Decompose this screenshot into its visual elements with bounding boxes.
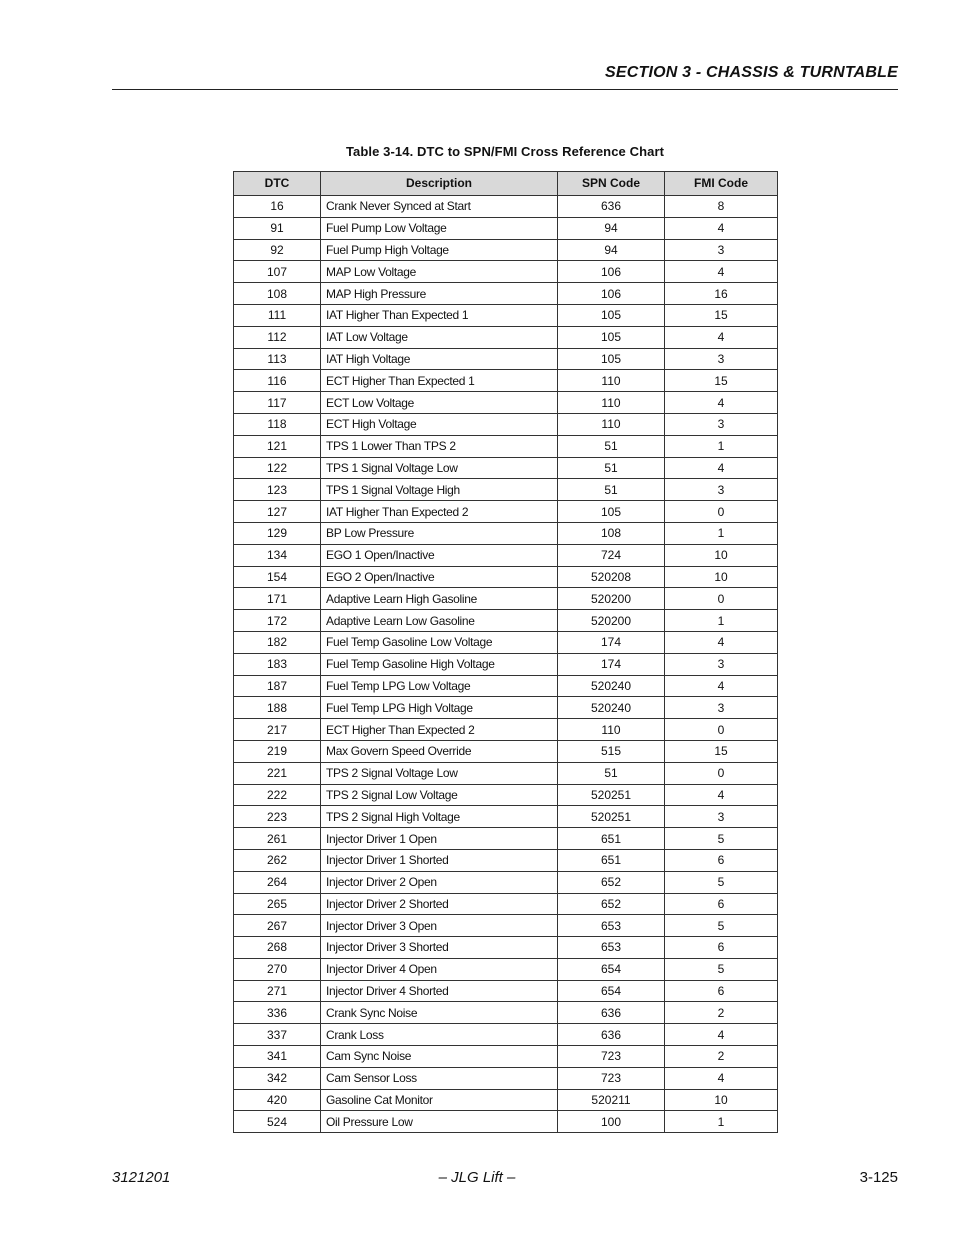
cell-dtc: 187 xyxy=(234,675,321,697)
column-header-spn-code: SPN Code xyxy=(558,172,665,196)
cell-description: Fuel Temp LPG Low Voltage xyxy=(321,675,558,697)
cell-spn-code: 652 xyxy=(558,871,665,893)
cell-dtc: 134 xyxy=(234,544,321,566)
table-row xyxy=(234,958,778,980)
cell-dtc: 217 xyxy=(234,719,321,741)
cell-dtc: 123 xyxy=(234,479,321,501)
cell-fmi-code: 4 xyxy=(665,392,778,414)
cell-fmi-code: 4 xyxy=(665,675,778,697)
cell-fmi-code: 5 xyxy=(665,871,778,893)
table-row xyxy=(234,522,778,544)
table-row xyxy=(234,828,778,850)
cell-description: Fuel Temp Gasoline High Voltage xyxy=(321,653,558,675)
cell-fmi-code: 4 xyxy=(665,631,778,653)
cell-fmi-code: 16 xyxy=(665,283,778,305)
table-row xyxy=(234,457,778,479)
dtc-cross-reference-table xyxy=(233,171,778,1133)
cell-spn-code: 651 xyxy=(558,849,665,871)
cell-description: Injector Driver 1 Open xyxy=(321,828,558,850)
cell-dtc: 188 xyxy=(234,697,321,719)
cell-spn-code: 110 xyxy=(558,413,665,435)
cell-dtc: 268 xyxy=(234,937,321,959)
cell-spn-code: 520240 xyxy=(558,675,665,697)
table-row xyxy=(234,392,778,414)
cell-dtc: 154 xyxy=(234,566,321,588)
cell-spn-code: 108 xyxy=(558,522,665,544)
cell-description: Adaptive Learn Low Gasoline xyxy=(321,610,558,632)
cell-fmi-code: 1 xyxy=(665,435,778,457)
cell-description: TPS 1 Signal Voltage High xyxy=(321,479,558,501)
table-header xyxy=(234,172,778,196)
cell-fmi-code: 3 xyxy=(665,348,778,370)
table-row xyxy=(234,653,778,675)
cell-dtc: 223 xyxy=(234,806,321,828)
table-row xyxy=(234,915,778,937)
cell-dtc: 117 xyxy=(234,392,321,414)
cell-description: ECT Higher Than Expected 2 xyxy=(321,719,558,741)
cell-description: TPS 2 Signal Voltage Low xyxy=(321,762,558,784)
cell-description: Crank Loss xyxy=(321,1024,558,1046)
cell-description: IAT Higher Than Expected 2 xyxy=(321,501,558,523)
cell-spn-code: 110 xyxy=(558,370,665,392)
cell-dtc: 122 xyxy=(234,457,321,479)
cell-description: Injector Driver 1 Shorted xyxy=(321,849,558,871)
cell-fmi-code: 8 xyxy=(665,196,778,218)
cell-description: Injector Driver 4 Open xyxy=(321,958,558,980)
table-row xyxy=(234,283,778,305)
cell-fmi-code: 2 xyxy=(665,1002,778,1024)
cell-fmi-code: 3 xyxy=(665,697,778,719)
table-row xyxy=(234,370,778,392)
cell-dtc: 261 xyxy=(234,828,321,850)
cell-fmi-code: 4 xyxy=(665,326,778,348)
cell-spn-code: 520251 xyxy=(558,806,665,828)
cell-description: IAT Higher Than Expected 1 xyxy=(321,304,558,326)
cell-description: BP Low Pressure xyxy=(321,522,558,544)
section-title: SECTION 3 - CHASSIS & TURNTABLE xyxy=(604,64,898,81)
table-row xyxy=(234,1024,778,1046)
table-row xyxy=(234,893,778,915)
table-row xyxy=(234,719,778,741)
cell-spn-code: 636 xyxy=(558,1002,665,1024)
table-row xyxy=(234,697,778,719)
cell-fmi-code: 3 xyxy=(665,413,778,435)
cell-spn-code: 520208 xyxy=(558,566,665,588)
cell-fmi-code: 0 xyxy=(665,762,778,784)
cell-spn-code: 636 xyxy=(558,1024,665,1046)
cell-fmi-code: 4 xyxy=(665,1067,778,1089)
cell-fmi-code: 0 xyxy=(665,501,778,523)
table-row xyxy=(234,980,778,1002)
cell-dtc: 16 xyxy=(234,196,321,218)
table-row xyxy=(234,435,778,457)
cell-description: EGO 2 Open/Inactive xyxy=(321,566,558,588)
cell-dtc: 221 xyxy=(234,762,321,784)
table-row xyxy=(234,413,778,435)
cell-description: ECT High Voltage xyxy=(321,413,558,435)
cell-spn-code: 724 xyxy=(558,544,665,566)
table-row xyxy=(234,849,778,871)
table-row xyxy=(234,304,778,326)
table-caption: Table 3-14. DTC to SPN/FMI Cross Reference Chart xyxy=(345,144,665,159)
cell-dtc: 113 xyxy=(234,348,321,370)
table-row xyxy=(234,239,778,261)
cell-spn-code: 51 xyxy=(558,762,665,784)
cell-fmi-code: 15 xyxy=(665,370,778,392)
cell-fmi-code: 4 xyxy=(665,261,778,283)
cell-description: Fuel Pump Low Voltage xyxy=(321,217,558,239)
cell-description: Oil Pressure Low xyxy=(321,1111,558,1133)
table-row xyxy=(234,196,778,218)
cell-fmi-code: 0 xyxy=(665,719,778,741)
cell-dtc: 337 xyxy=(234,1024,321,1046)
cell-spn-code: 653 xyxy=(558,937,665,959)
table-row xyxy=(234,261,778,283)
cell-spn-code: 174 xyxy=(558,653,665,675)
cell-dtc: 112 xyxy=(234,326,321,348)
column-header-dtc: DTC xyxy=(234,172,321,196)
cell-description: Injector Driver 3 Open xyxy=(321,915,558,937)
cell-dtc: 524 xyxy=(234,1111,321,1133)
cell-spn-code: 520200 xyxy=(558,610,665,632)
cell-dtc: 420 xyxy=(234,1089,321,1111)
cell-spn-code: 105 xyxy=(558,304,665,326)
cell-description: ECT Higher Than Expected 1 xyxy=(321,370,558,392)
cell-fmi-code: 10 xyxy=(665,544,778,566)
table-row xyxy=(234,1089,778,1111)
cell-spn-code: 51 xyxy=(558,457,665,479)
cell-fmi-code: 6 xyxy=(665,849,778,871)
cell-fmi-code: 5 xyxy=(665,958,778,980)
column-header-description: Description xyxy=(321,172,558,196)
cell-spn-code: 654 xyxy=(558,980,665,1002)
table-header-row xyxy=(234,172,778,196)
cell-spn-code: 654 xyxy=(558,958,665,980)
cell-spn-code: 723 xyxy=(558,1067,665,1089)
cell-dtc: 172 xyxy=(234,610,321,632)
cell-fmi-code: 4 xyxy=(665,1024,778,1046)
table-row xyxy=(234,1067,778,1089)
table-row xyxy=(234,544,778,566)
cell-fmi-code: 1 xyxy=(665,522,778,544)
table-row xyxy=(234,806,778,828)
table-row xyxy=(234,588,778,610)
cell-description: TPS 2 Signal High Voltage xyxy=(321,806,558,828)
cell-description: Gasoline Cat Monitor xyxy=(321,1089,558,1111)
cell-description: ECT Low Voltage xyxy=(321,392,558,414)
cell-dtc: 267 xyxy=(234,915,321,937)
table-row xyxy=(234,501,778,523)
cell-description: Cam Sensor Loss xyxy=(321,1067,558,1089)
cell-fmi-code: 4 xyxy=(665,784,778,806)
cell-spn-code: 51 xyxy=(558,479,665,501)
page-number: 3-125 xyxy=(859,1169,898,1186)
table-row xyxy=(234,675,778,697)
table-row xyxy=(234,871,778,893)
cell-fmi-code: 15 xyxy=(665,304,778,326)
cell-spn-code: 652 xyxy=(558,893,665,915)
cell-fmi-code: 2 xyxy=(665,1046,778,1068)
cell-dtc: 265 xyxy=(234,893,321,915)
cell-description: TPS 1 Signal Voltage Low xyxy=(321,457,558,479)
cell-spn-code: 520200 xyxy=(558,588,665,610)
table-row xyxy=(234,1111,778,1133)
cell-spn-code: 515 xyxy=(558,740,665,762)
cell-spn-code: 520240 xyxy=(558,697,665,719)
cell-spn-code: 94 xyxy=(558,217,665,239)
cell-dtc: 183 xyxy=(234,653,321,675)
table-row xyxy=(234,762,778,784)
cell-spn-code: 100 xyxy=(558,1111,665,1133)
cell-fmi-code: 1 xyxy=(665,610,778,632)
cell-fmi-code: 10 xyxy=(665,1089,778,1111)
cell-dtc: 264 xyxy=(234,871,321,893)
cell-spn-code: 94 xyxy=(558,239,665,261)
cell-dtc: 116 xyxy=(234,370,321,392)
cell-dtc: 111 xyxy=(234,304,321,326)
cell-dtc: 171 xyxy=(234,588,321,610)
cell-spn-code: 51 xyxy=(558,435,665,457)
cell-fmi-code: 3 xyxy=(665,239,778,261)
cell-dtc: 127 xyxy=(234,501,321,523)
cell-fmi-code: 1 xyxy=(665,1111,778,1133)
cell-description: IAT High Voltage xyxy=(321,348,558,370)
cell-spn-code: 110 xyxy=(558,719,665,741)
cell-fmi-code: 6 xyxy=(665,980,778,1002)
cell-dtc: 107 xyxy=(234,261,321,283)
cell-fmi-code: 3 xyxy=(665,653,778,675)
cell-dtc: 129 xyxy=(234,522,321,544)
cell-dtc: 271 xyxy=(234,980,321,1002)
cell-description: MAP High Pressure xyxy=(321,283,558,305)
cell-description: TPS 2 Signal Low Voltage xyxy=(321,784,558,806)
cell-dtc: 118 xyxy=(234,413,321,435)
table-row xyxy=(234,631,778,653)
cell-description: Crank Never Synced at Start xyxy=(321,196,558,218)
cell-fmi-code: 3 xyxy=(665,806,778,828)
cell-dtc: 222 xyxy=(234,784,321,806)
table-row xyxy=(234,348,778,370)
cell-spn-code: 106 xyxy=(558,261,665,283)
cell-fmi-code: 6 xyxy=(665,893,778,915)
cell-description: IAT Low Voltage xyxy=(321,326,558,348)
cell-spn-code: 636 xyxy=(558,196,665,218)
cell-fmi-code: 3 xyxy=(665,479,778,501)
cell-description: Injector Driver 2 Shorted xyxy=(321,893,558,915)
cell-spn-code: 105 xyxy=(558,348,665,370)
table-row xyxy=(234,566,778,588)
cell-fmi-code: 15 xyxy=(665,740,778,762)
cell-description: Fuel Pump High Voltage xyxy=(321,239,558,261)
table-row xyxy=(234,740,778,762)
cell-fmi-code: 4 xyxy=(665,457,778,479)
cell-description: Max Govern Speed Override xyxy=(321,740,558,762)
cell-spn-code: 651 xyxy=(558,828,665,850)
cell-spn-code: 110 xyxy=(558,392,665,414)
cell-spn-code: 105 xyxy=(558,326,665,348)
table-row xyxy=(234,326,778,348)
cell-dtc: 121 xyxy=(234,435,321,457)
cell-spn-code: 520251 xyxy=(558,784,665,806)
publisher-label: – JLG Lift – xyxy=(438,1169,516,1186)
cell-fmi-code: 6 xyxy=(665,937,778,959)
cell-dtc: 182 xyxy=(234,631,321,653)
cell-description: MAP Low Voltage xyxy=(321,261,558,283)
cell-dtc: 336 xyxy=(234,1002,321,1024)
cell-dtc: 262 xyxy=(234,849,321,871)
cell-spn-code: 106 xyxy=(558,283,665,305)
cell-dtc: 219 xyxy=(234,740,321,762)
cell-dtc: 108 xyxy=(234,283,321,305)
table-row xyxy=(234,1046,778,1068)
cell-dtc: 341 xyxy=(234,1046,321,1068)
cell-dtc: 92 xyxy=(234,239,321,261)
cell-description: Fuel Temp Gasoline Low Voltage xyxy=(321,631,558,653)
cell-spn-code: 105 xyxy=(558,501,665,523)
cell-fmi-code: 5 xyxy=(665,828,778,850)
cell-description: Adaptive Learn High Gasoline xyxy=(321,588,558,610)
doc-number: 3121201 xyxy=(112,1169,171,1186)
table-row xyxy=(234,610,778,632)
cell-dtc: 270 xyxy=(234,958,321,980)
cell-spn-code: 723 xyxy=(558,1046,665,1068)
cell-fmi-code: 10 xyxy=(665,566,778,588)
table-row xyxy=(234,937,778,959)
table-row xyxy=(234,784,778,806)
cell-spn-code: 174 xyxy=(558,631,665,653)
cell-description: Crank Sync Noise xyxy=(321,1002,558,1024)
table-row xyxy=(234,1002,778,1024)
cell-dtc: 342 xyxy=(234,1067,321,1089)
header-divider xyxy=(112,89,898,90)
cell-description: Injector Driver 4 Shorted xyxy=(321,980,558,1002)
cell-fmi-code: 0 xyxy=(665,588,778,610)
table-row xyxy=(234,479,778,501)
cell-dtc: 91 xyxy=(234,217,321,239)
cell-fmi-code: 5 xyxy=(665,915,778,937)
cell-description: Cam Sync Noise xyxy=(321,1046,558,1068)
cell-description: TPS 1 Lower Than TPS 2 xyxy=(321,435,558,457)
cell-description: Fuel Temp LPG High Voltage xyxy=(321,697,558,719)
table-body xyxy=(234,196,778,1133)
column-header-fmi-code: FMI Code xyxy=(665,172,778,196)
cell-spn-code: 653 xyxy=(558,915,665,937)
cell-description: Injector Driver 2 Open xyxy=(321,871,558,893)
cell-description: EGO 1 Open/Inactive xyxy=(321,544,558,566)
cell-fmi-code: 4 xyxy=(665,217,778,239)
table-row xyxy=(234,217,778,239)
cell-spn-code: 520211 xyxy=(558,1089,665,1111)
cell-description: Injector Driver 3 Shorted xyxy=(321,937,558,959)
